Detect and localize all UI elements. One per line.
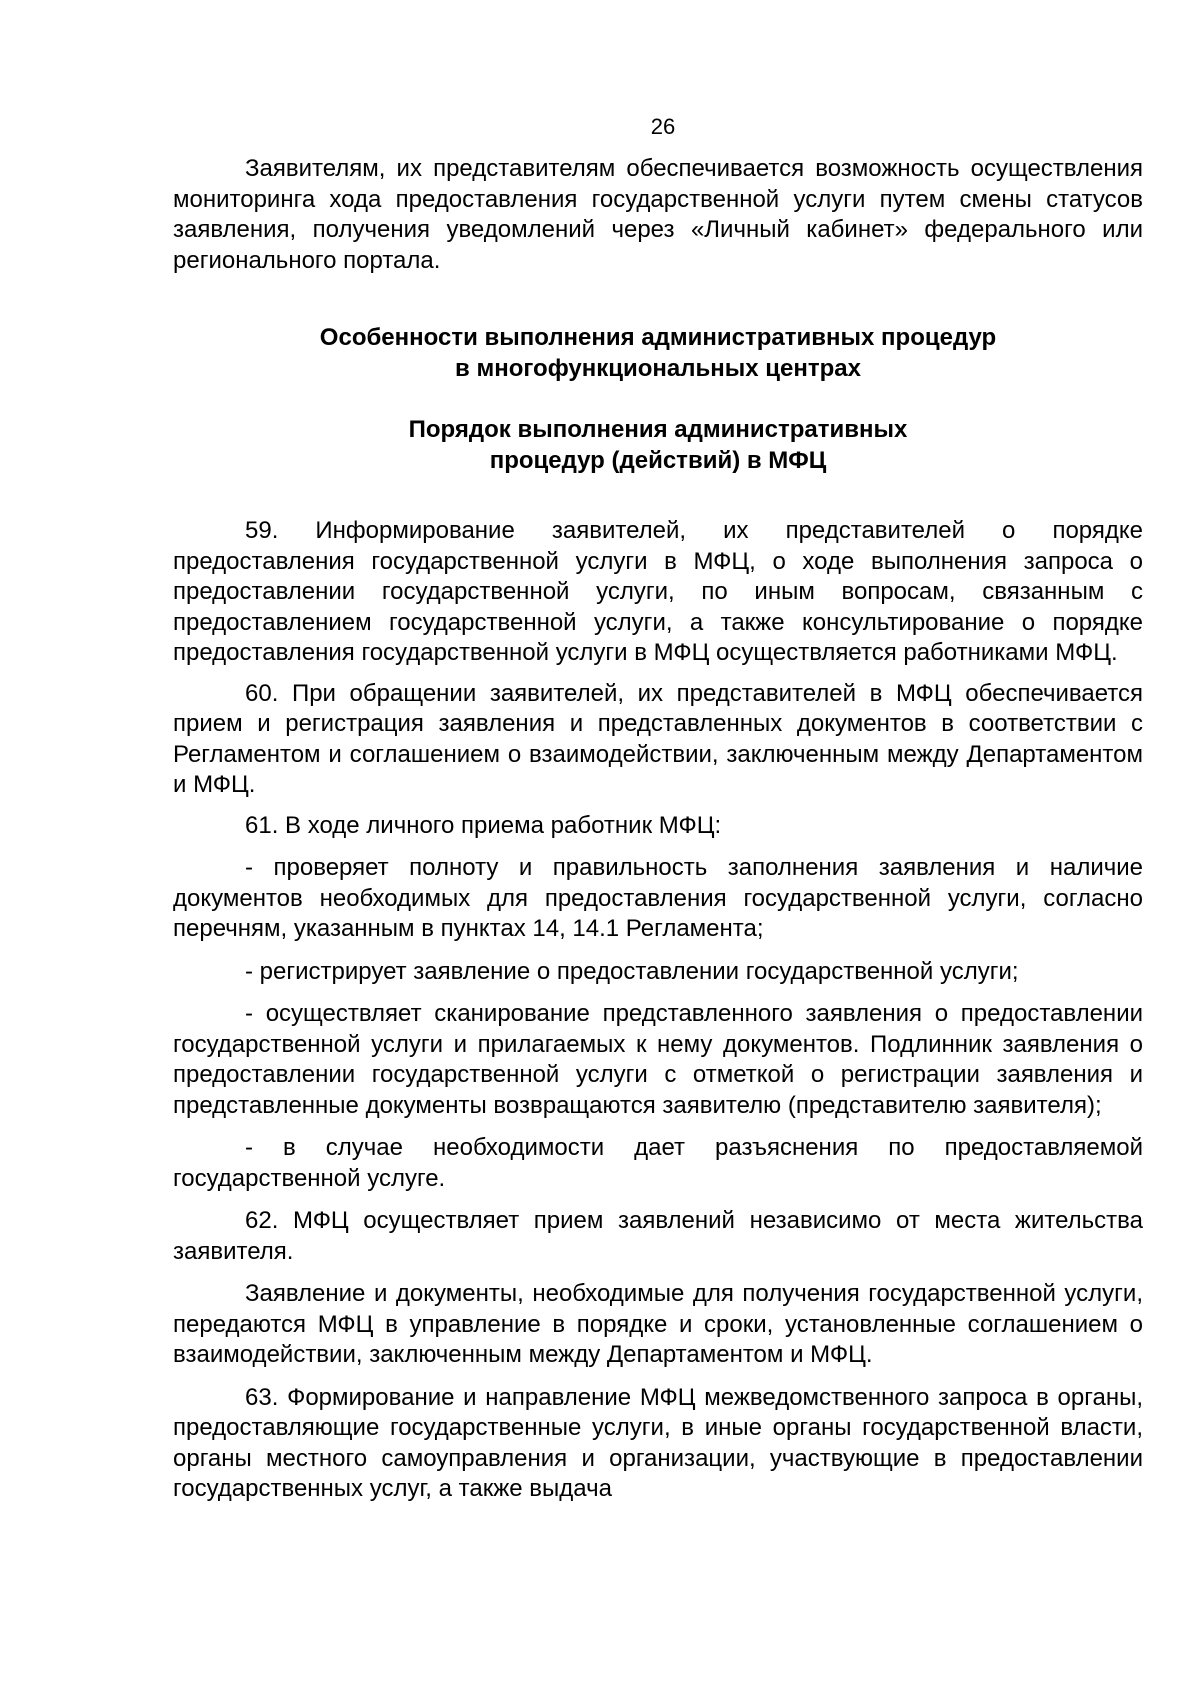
- list-item-scan: - осуществляет сканирование представленного заявления о предоставлении государственной услуги и прилагаемых к нему документов. Подлинник заявления о предоставлении государственной услуги с отметкой о регистрации заявления и представленные документы возвращаются заявителю (представителю заявителя);: [173, 1000, 1143, 1119]
- subsection-heading: [173, 414, 1143, 476]
- paragraph-60: 60. При обращении заявителей, их представителей в МФЦ обеспечивается прием и регистрация заявления и представленных документов в соответствии с Регламентом и соглашением о взаимодействии, заключенным между Департаментом и МФЦ.: [173, 679, 1143, 798]
- paragraph-61: 61. В ходе личного приема работник МФЦ:: [245, 811, 722, 839]
- paragraph-62-continued: Заявление и документы, необходимые для получения государственной услуги, передаются МФЦ в управление в порядке и сроки, установленные соглашением о взаимодействии, заключенным между Департаментом и МФЦ.: [173, 1280, 1143, 1368]
- paragraph-63: 63. Формирование и направление МФЦ межведомственного запроса в органы, предоставляющие государственные услуги, в иные органы государственной власти, органы местного самоуправления и организации, участвующие в предоставлении государственных услуг, а также выдача: [173, 1383, 1143, 1502]
- page-number: 26: [650, 114, 676, 139]
- subsection-heading-line-1: Порядок выполнения административных: [408, 416, 908, 443]
- paragraph-62: 62. МФЦ осуществляет прием заявлений независимо от места жительства заявителя.: [173, 1207, 1143, 1265]
- list-item-check: - проверяет полноту и правильность заполнения заявления и наличие документов необходимых для предоставления государственной услуги, согласно перечням, указанным в пунктах 14, 14.1 Регламента;: [173, 854, 1143, 942]
- list-item-register: - регистрирует заявление о предоставлении государственной услуги;: [245, 957, 1019, 985]
- paragraph-59: 59. Информирование заявителей, их представителей о порядке предоставления государственной услуги в МФЦ, о ходе выполнения запроса о предоставлении государственной услуги, по иным вопросам, связанным с предоставлением государственной услуги, а также консультирование о порядке предоставления государственной услуги в МФЦ осуществляется работниками МФЦ.: [173, 517, 1143, 666]
- section-heading: [173, 322, 1143, 384]
- list-item-explain: - в случае необходимости дает разъяснения по предоставляемой государственной услуге.: [173, 1134, 1143, 1192]
- subsection-heading-line-2: процедур (действий) в МФЦ: [489, 447, 827, 474]
- section-heading-line-2: в многофункциональных центрах: [455, 355, 861, 382]
- document-page: [173, 112, 1143, 1505]
- intro-paragraph: Заявителям, их представителям обеспечивается возможность осуществления мониторинга хода предоставления государственной услуги путем смены статусов заявления, получения уведомлений через «Личный кабинет» федерального или регионального портала.: [173, 155, 1143, 274]
- section-heading-line-1: Особенности выполнения административных процедур: [319, 324, 997, 351]
